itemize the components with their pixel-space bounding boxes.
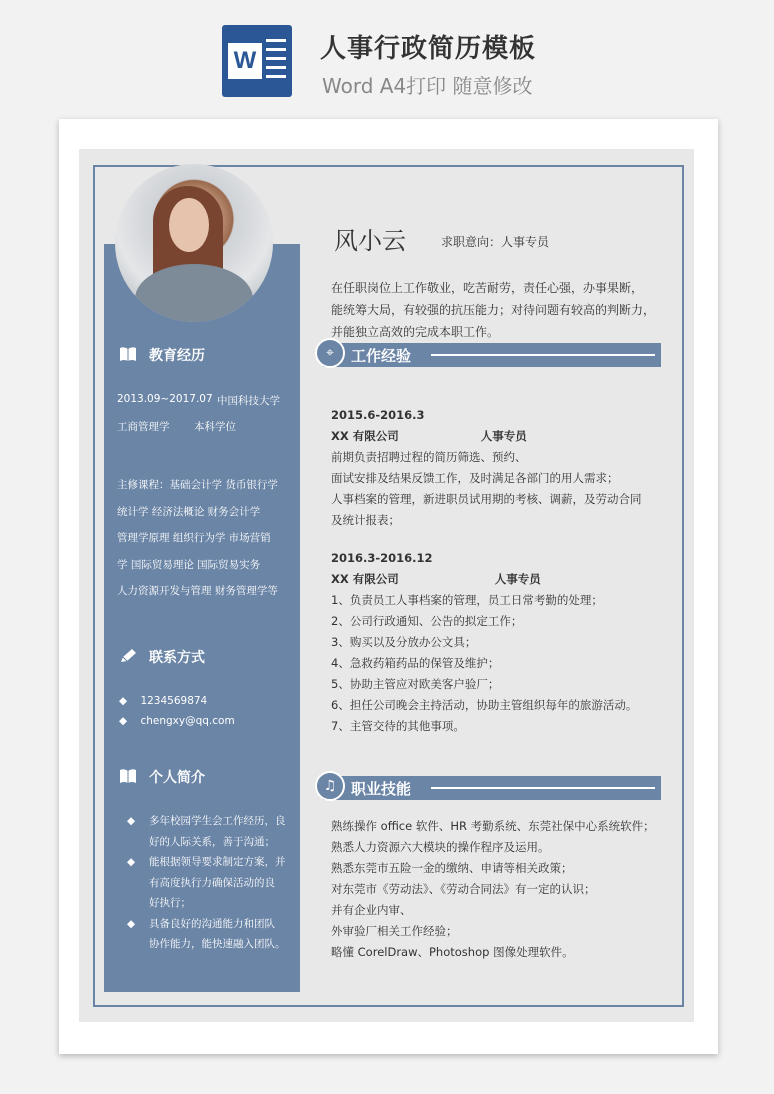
summary-text: 在任职岗位上工作敬业，吃苦耐劳，责任心强，办事果断， 能统筹大局，有较强的抗压能力；对待问题有较高的判断力， 并能独立高效的完成本职工作。: [331, 281, 656, 339]
education-major: 工商管理学: [117, 421, 170, 433]
book-icon: [119, 768, 137, 784]
pen-icon: [119, 648, 137, 664]
word-icon: [222, 25, 292, 97]
resume-background: [79, 149, 694, 1022]
work-job-2: 2016.3-2016.12 XX 有限公司 人事专员 1、负责员工人事档案的管理，员工日常考勤的处理； 2、公司行政通知、公告的拟定工作； 3、购买以及分放办公文具； 4、急救药箱药品的保管及维护； 5、协助主管应对欧美客户验厂； 6、担任公司晚会主持活动，协助主管组织每年的旅游活动。 7、主管交待的其他事项。: [331, 551, 638, 733]
target-icon: ⌖: [315, 338, 345, 368]
intro-heading: 个人简介: [119, 767, 205, 787]
diamond-icon: ◆: [119, 715, 128, 727]
intro-item: ◆ 具备良好的沟通能力和团队 协作能力，能快速融入团队。: [127, 917, 286, 950]
education-school: 中国科技大学: [217, 395, 280, 407]
contact-phone: 1234569874: [140, 695, 208, 707]
education-degree: 本科学位: [194, 421, 236, 433]
resume-paper: [59, 119, 718, 1054]
work-section-bar: [323, 343, 661, 367]
education-courses: 主修课程：基础会计学 货币银行学 统计学 经济法概论 财务会计学 管理学原理 组织行为学 市场营销 学 国际贸易理论 国际贸易实务 人力资源开发与管理 财务管理学等: [117, 479, 278, 597]
profile-photo: [115, 164, 273, 322]
page-title: 人事行政简历模板: [320, 34, 537, 64]
candidate-name: 风小云: [334, 227, 406, 255]
work-heading: 工作经验: [351, 347, 412, 365]
contact-phone-row: [119, 695, 207, 707]
intro-list: [127, 811, 297, 955]
work-job-1: 2015.6-2016.3 XX 有限公司 人事专员 前期负责招聘过程的简历筛选、预约、 面试安排及结果反馈工作，及时满足各部门的用人需求； 人事档案的管理，新进职员试用期的考核、调薪，及劳动合同 及统计报表；: [331, 408, 642, 527]
contact-email-row: [119, 715, 235, 727]
education-period: 2013.09~2017.07: [117, 393, 213, 405]
contact-heading: 联系方式: [119, 647, 205, 667]
book-icon: [119, 346, 137, 362]
intro-item: ◆ 能根据领导要求制定方案，并 有高度执行力确保活动的良 好执行；: [127, 856, 286, 909]
diamond-icon: ◆: [119, 695, 128, 707]
page-header: [0, 0, 774, 110]
contact-email: chengxy@qq.com: [140, 715, 235, 727]
music-icon: ♫: [315, 771, 345, 801]
page-subtitle: Word A4打印 随意修改: [322, 74, 533, 98]
education-heading: 教育经历: [119, 345, 205, 365]
skills-section-bar: [323, 776, 661, 800]
word-letter: W: [228, 43, 262, 79]
job-intent: 求职意向：人事专员: [441, 235, 550, 249]
intro-item: ◆ 多年校园学生会工作经历，良 好的人际关系，善于沟通；: [127, 815, 286, 848]
skills-heading: 职业技能: [351, 780, 412, 798]
skills-list: 熟练操作 office 软件、HR 考勤系统、东莞社保中心系统软件； 熟悉人力资源六大模块的操作程序及运用。 熟悉东莞市五险一金的缴纳、申请等相关政策； 对东莞市《劳动法》、《劳动合同法》有一定的认识； 并有企业内审、 外审验厂相关工作经验； 略懂 CorelDraw、Photoshop 图像处理软件。: [331, 819, 655, 959]
